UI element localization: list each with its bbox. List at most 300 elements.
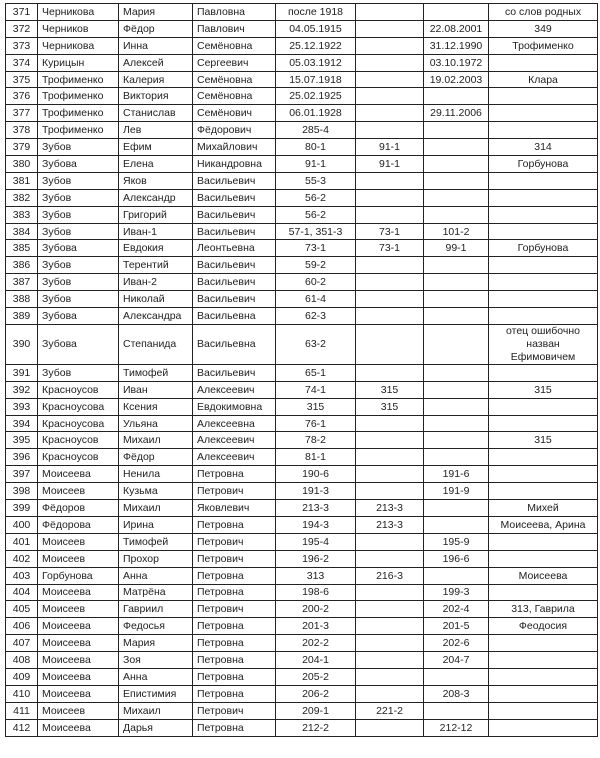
death-cell: 195-9 [424,533,489,550]
given-name-cell: Фёдор [119,449,193,466]
death-cell [424,449,489,466]
surname-cell: Моисеев [38,601,119,618]
birth-cell: 201-3 [276,618,356,635]
patronymic-cell: Петровна [193,584,276,601]
table-row [6,635,598,652]
given-name-cell: Мария [119,4,193,21]
table-row [6,139,598,156]
row-number: 412 [6,719,38,736]
table-row [6,398,598,415]
death-cell: 22.08.2001 [424,20,489,37]
patronymic-cell: Васильевич [193,274,276,291]
reference-cell: 221-2 [356,702,424,719]
surname-cell: Черникова [38,37,119,54]
surname-cell: Красноусова [38,398,119,415]
birth-cell: 73-1 [276,240,356,257]
birth-cell: 78-2 [276,432,356,449]
death-cell [424,88,489,105]
given-name-cell: Иван-1 [119,223,193,240]
birth-cell: 63-2 [276,324,356,364]
note-cell [489,88,598,105]
table-row [6,702,598,719]
table-row [6,105,598,122]
table-row [6,381,598,398]
patronymic-cell: Алексеевич [193,381,276,398]
birth-cell: 76-1 [276,415,356,432]
row-number: 404 [6,584,38,601]
note-cell [489,702,598,719]
death-cell: 99-1 [424,240,489,257]
patronymic-cell: Павловна [193,4,276,21]
given-name-cell: Ульяна [119,415,193,432]
row-number: 381 [6,172,38,189]
given-name-cell: Гавриил [119,601,193,618]
table-row [6,601,598,618]
table-row [6,466,598,483]
table-row [6,516,598,533]
death-cell [424,291,489,308]
surname-cell: Моисеев [38,483,119,500]
note-cell [489,652,598,669]
death-cell [424,381,489,398]
birth-cell: 56-2 [276,206,356,223]
surname-cell: Зубова [38,308,119,325]
birth-cell: 313 [276,567,356,584]
note-cell [489,223,598,240]
death-cell: 29.11.2006 [424,105,489,122]
patronymic-cell: Васильевич [193,206,276,223]
birth-cell: 285-4 [276,122,356,139]
reference-cell [356,415,424,432]
row-number: 384 [6,223,38,240]
reference-cell: 91-1 [356,156,424,173]
death-cell [424,139,489,156]
given-name-cell: Александра [119,308,193,325]
table-row [6,584,598,601]
patronymic-cell: Петровна [193,635,276,652]
table-row [6,719,598,736]
surname-cell: Горбунова [38,567,119,584]
birth-cell: 200-2 [276,601,356,618]
reference-cell [356,257,424,274]
given-name-cell: Михаил [119,432,193,449]
reference-cell [356,685,424,702]
patronymic-cell: Алексеевна [193,415,276,432]
birth-cell: 05.03.1912 [276,54,356,71]
reference-cell: 216-3 [356,567,424,584]
birth-cell: 209-1 [276,702,356,719]
patronymic-cell: Петровна [193,516,276,533]
table-row [6,206,598,223]
surname-cell: Моисеева [38,685,119,702]
row-number: 403 [6,567,38,584]
surname-cell: Моисеева [38,652,119,669]
birth-cell: 190-6 [276,466,356,483]
row-number: 409 [6,668,38,685]
reference-cell [356,533,424,550]
reference-cell [356,172,424,189]
table-row [6,37,598,54]
death-cell [424,324,489,364]
patronymic-cell: Васильевна [193,308,276,325]
table-row [6,533,598,550]
reference-cell [356,308,424,325]
patronymic-cell: Михайлович [193,139,276,156]
row-number: 378 [6,122,38,139]
death-cell: 201-5 [424,618,489,635]
table-row [6,324,598,364]
row-number: 411 [6,702,38,719]
note-cell [489,398,598,415]
reference-cell [356,483,424,500]
patronymic-cell: Евдокимовна [193,398,276,415]
death-cell [424,364,489,381]
row-number: 397 [6,466,38,483]
reference-cell: 91-1 [356,139,424,156]
patronymic-cell: Петровна [193,719,276,736]
given-name-cell: Елена [119,156,193,173]
surname-cell: Фёдорова [38,516,119,533]
death-cell [424,308,489,325]
reference-cell [356,71,424,88]
surname-cell: Зубов [38,172,119,189]
reference-cell [356,105,424,122]
patronymic-cell: Петровна [193,567,276,584]
patronymic-cell: Васильевич [193,189,276,206]
note-cell [489,449,598,466]
note-cell [489,274,598,291]
given-name-cell: Кузьма [119,483,193,500]
birth-cell: 56-2 [276,189,356,206]
given-name-cell: Инна [119,37,193,54]
row-number: 374 [6,54,38,71]
note-cell [489,466,598,483]
birth-cell: 212-2 [276,719,356,736]
row-number: 399 [6,500,38,517]
birth-cell: 55-3 [276,172,356,189]
given-name-cell: Евдокия [119,240,193,257]
patronymic-cell: Петрович [193,601,276,618]
death-cell [424,432,489,449]
patronymic-cell: Фёдорович [193,122,276,139]
row-number: 383 [6,206,38,223]
given-name-cell: Терентий [119,257,193,274]
given-name-cell: Иван-2 [119,274,193,291]
patronymic-cell: Сергеевич [193,54,276,71]
row-number: 376 [6,88,38,105]
reference-cell [356,550,424,567]
given-name-cell: Яков [119,172,193,189]
given-name-cell: Дарья [119,719,193,736]
birth-cell: 74-1 [276,381,356,398]
surname-cell: Фёдоров [38,500,119,517]
row-number: 388 [6,291,38,308]
note-cell [489,584,598,601]
reference-cell: 315 [356,381,424,398]
birth-cell: 15.07.1918 [276,71,356,88]
birth-cell: 204-1 [276,652,356,669]
note-cell: Феодосия [489,618,598,635]
birth-cell: 25.12.1922 [276,37,356,54]
table-row [6,274,598,291]
death-cell: 202-4 [424,601,489,618]
note-cell: Клара [489,71,598,88]
table-row [6,449,598,466]
given-name-cell: Матрёна [119,584,193,601]
birth-cell: 202-2 [276,635,356,652]
note-cell: Моисеева, Арина [489,516,598,533]
note-cell [489,54,598,71]
table-row [6,291,598,308]
surname-cell: Зубов [38,257,119,274]
table-row [6,500,598,517]
death-cell: 101-2 [424,223,489,240]
surname-cell: Зубова [38,240,119,257]
given-name-cell: Фёдор [119,20,193,37]
birth-cell: 65-1 [276,364,356,381]
birth-cell: 59-2 [276,257,356,274]
table-row [6,364,598,381]
note-cell [489,189,598,206]
note-cell: Горбунова [489,156,598,173]
death-cell [424,702,489,719]
table-row [6,483,598,500]
given-name-cell: Мария [119,635,193,652]
note-cell: 314 [489,139,598,156]
reference-cell [356,635,424,652]
patronymic-cell: Семёновна [193,88,276,105]
surname-cell: Моисеева [38,618,119,635]
given-name-cell: Анна [119,567,193,584]
given-name-cell: Ефим [119,139,193,156]
note-cell [489,105,598,122]
birth-cell: 91-1 [276,156,356,173]
row-number: 398 [6,483,38,500]
surname-cell: Зубова [38,156,119,173]
surname-cell: Трофименко [38,122,119,139]
surname-cell: Трофименко [38,88,119,105]
given-name-cell: Епистимия [119,685,193,702]
note-cell [489,483,598,500]
note-cell [489,122,598,139]
table-row [6,685,598,702]
given-name-cell: Лев [119,122,193,139]
surname-cell: Красноусова [38,415,119,432]
birth-cell: 06.01.1928 [276,105,356,122]
surname-cell: Трофименко [38,105,119,122]
note-cell [489,206,598,223]
death-cell [424,257,489,274]
patronymic-cell: Леонтьевна [193,240,276,257]
given-name-cell: Григорий [119,206,193,223]
table-row [6,240,598,257]
patronymic-cell: Семёновна [193,71,276,88]
row-number: 408 [6,652,38,669]
note-cell: Михей [489,500,598,517]
reference-cell [356,432,424,449]
given-name-cell: Александр [119,189,193,206]
surname-cell: Моисеева [38,668,119,685]
given-name-cell: Иван [119,381,193,398]
note-cell [489,685,598,702]
surname-cell: Моисеев [38,533,119,550]
note-cell [489,550,598,567]
patronymic-cell: Яковлевич [193,500,276,517]
table-body [6,4,598,737]
reference-cell: 213-3 [356,500,424,517]
surname-cell: Зубов [38,364,119,381]
row-number: 405 [6,601,38,618]
reference-cell [356,584,424,601]
genealogy-table [5,3,598,737]
table-row [6,652,598,669]
given-name-cell: Ксения [119,398,193,415]
death-cell: 196-6 [424,550,489,567]
table-row [6,172,598,189]
reference-cell [356,20,424,37]
given-name-cell: Калерия [119,71,193,88]
death-cell [424,156,489,173]
surname-cell: Красноусов [38,381,119,398]
reference-cell: 73-1 [356,240,424,257]
note-cell: 349 [489,20,598,37]
death-cell: 208-3 [424,685,489,702]
row-number: 387 [6,274,38,291]
table-row [6,122,598,139]
patronymic-cell: Семёновна [193,37,276,54]
note-cell: Горбунова [489,240,598,257]
table-row [6,20,598,37]
patronymic-cell: Алексеевич [193,432,276,449]
surname-cell: Моисеева [38,466,119,483]
reference-cell [356,4,424,21]
reference-cell [356,364,424,381]
reference-cell [356,88,424,105]
row-number: 386 [6,257,38,274]
death-cell: 19.02.2003 [424,71,489,88]
row-number: 402 [6,550,38,567]
note-cell [489,364,598,381]
table-row [6,189,598,206]
death-cell: 191-9 [424,483,489,500]
note-cell: отец ошибочно назван Ефимовичем [489,324,598,364]
given-name-cell: Тимофей [119,533,193,550]
note-cell [489,291,598,308]
row-number: 380 [6,156,38,173]
reference-cell [356,206,424,223]
birth-cell: 194-3 [276,516,356,533]
row-number: 407 [6,635,38,652]
surname-cell: Моисеев [38,550,119,567]
given-name-cell: Прохор [119,550,193,567]
surname-cell: Зубов [38,189,119,206]
patronymic-cell: Петровна [193,685,276,702]
given-name-cell: Виктория [119,88,193,105]
row-number: 395 [6,432,38,449]
death-cell: 212-12 [424,719,489,736]
patronymic-cell: Васильевич [193,291,276,308]
death-cell [424,122,489,139]
table-row [6,618,598,635]
row-number: 373 [6,37,38,54]
patronymic-cell: Петровна [193,668,276,685]
row-number: 377 [6,105,38,122]
reference-cell: 315 [356,398,424,415]
reference-cell [356,274,424,291]
birth-cell: 80-1 [276,139,356,156]
death-cell [424,415,489,432]
birth-cell: 315 [276,398,356,415]
given-name-cell: Анна [119,668,193,685]
table-row [6,223,598,240]
patronymic-cell: Петрович [193,533,276,550]
surname-cell: Зубова [38,324,119,364]
surname-cell: Зубов [38,223,119,240]
death-cell [424,567,489,584]
reference-cell [356,324,424,364]
reference-cell: 73-1 [356,223,424,240]
surname-cell: Зубов [38,291,119,308]
row-number: 392 [6,381,38,398]
note-cell [489,172,598,189]
death-cell: 204-7 [424,652,489,669]
row-number: 382 [6,189,38,206]
reference-cell [356,668,424,685]
note-cell [489,533,598,550]
given-name-cell: Зоя [119,652,193,669]
table-row [6,550,598,567]
note-cell [489,719,598,736]
patronymic-cell: Петрович [193,550,276,567]
surname-cell: Зубов [38,139,119,156]
death-cell [424,189,489,206]
patronymic-cell: Семёнович [193,105,276,122]
table-row [6,156,598,173]
birth-cell: 60-2 [276,274,356,291]
note-cell [489,635,598,652]
note-cell: Трофименко [489,37,598,54]
reference-cell [356,652,424,669]
death-cell: 199-3 [424,584,489,601]
surname-cell: Зубов [38,274,119,291]
row-number: 410 [6,685,38,702]
birth-cell: 198-6 [276,584,356,601]
given-name-cell: Николай [119,291,193,308]
row-number: 385 [6,240,38,257]
note-cell [489,668,598,685]
birth-cell: 195-4 [276,533,356,550]
row-number: 401 [6,533,38,550]
death-cell [424,274,489,291]
row-number: 393 [6,398,38,415]
death-cell [424,4,489,21]
patronymic-cell: Павлович [193,20,276,37]
patronymic-cell: Васильевич [193,223,276,240]
patronymic-cell: Васильевич [193,364,276,381]
death-cell [424,500,489,517]
note-cell: 315 [489,432,598,449]
death-cell [424,668,489,685]
reference-cell [356,189,424,206]
reference-cell [356,122,424,139]
row-number: 406 [6,618,38,635]
reference-cell [356,466,424,483]
row-number: 391 [6,364,38,381]
table-row [6,668,598,685]
table-row [6,4,598,21]
reference-cell [356,291,424,308]
death-cell: 202-6 [424,635,489,652]
